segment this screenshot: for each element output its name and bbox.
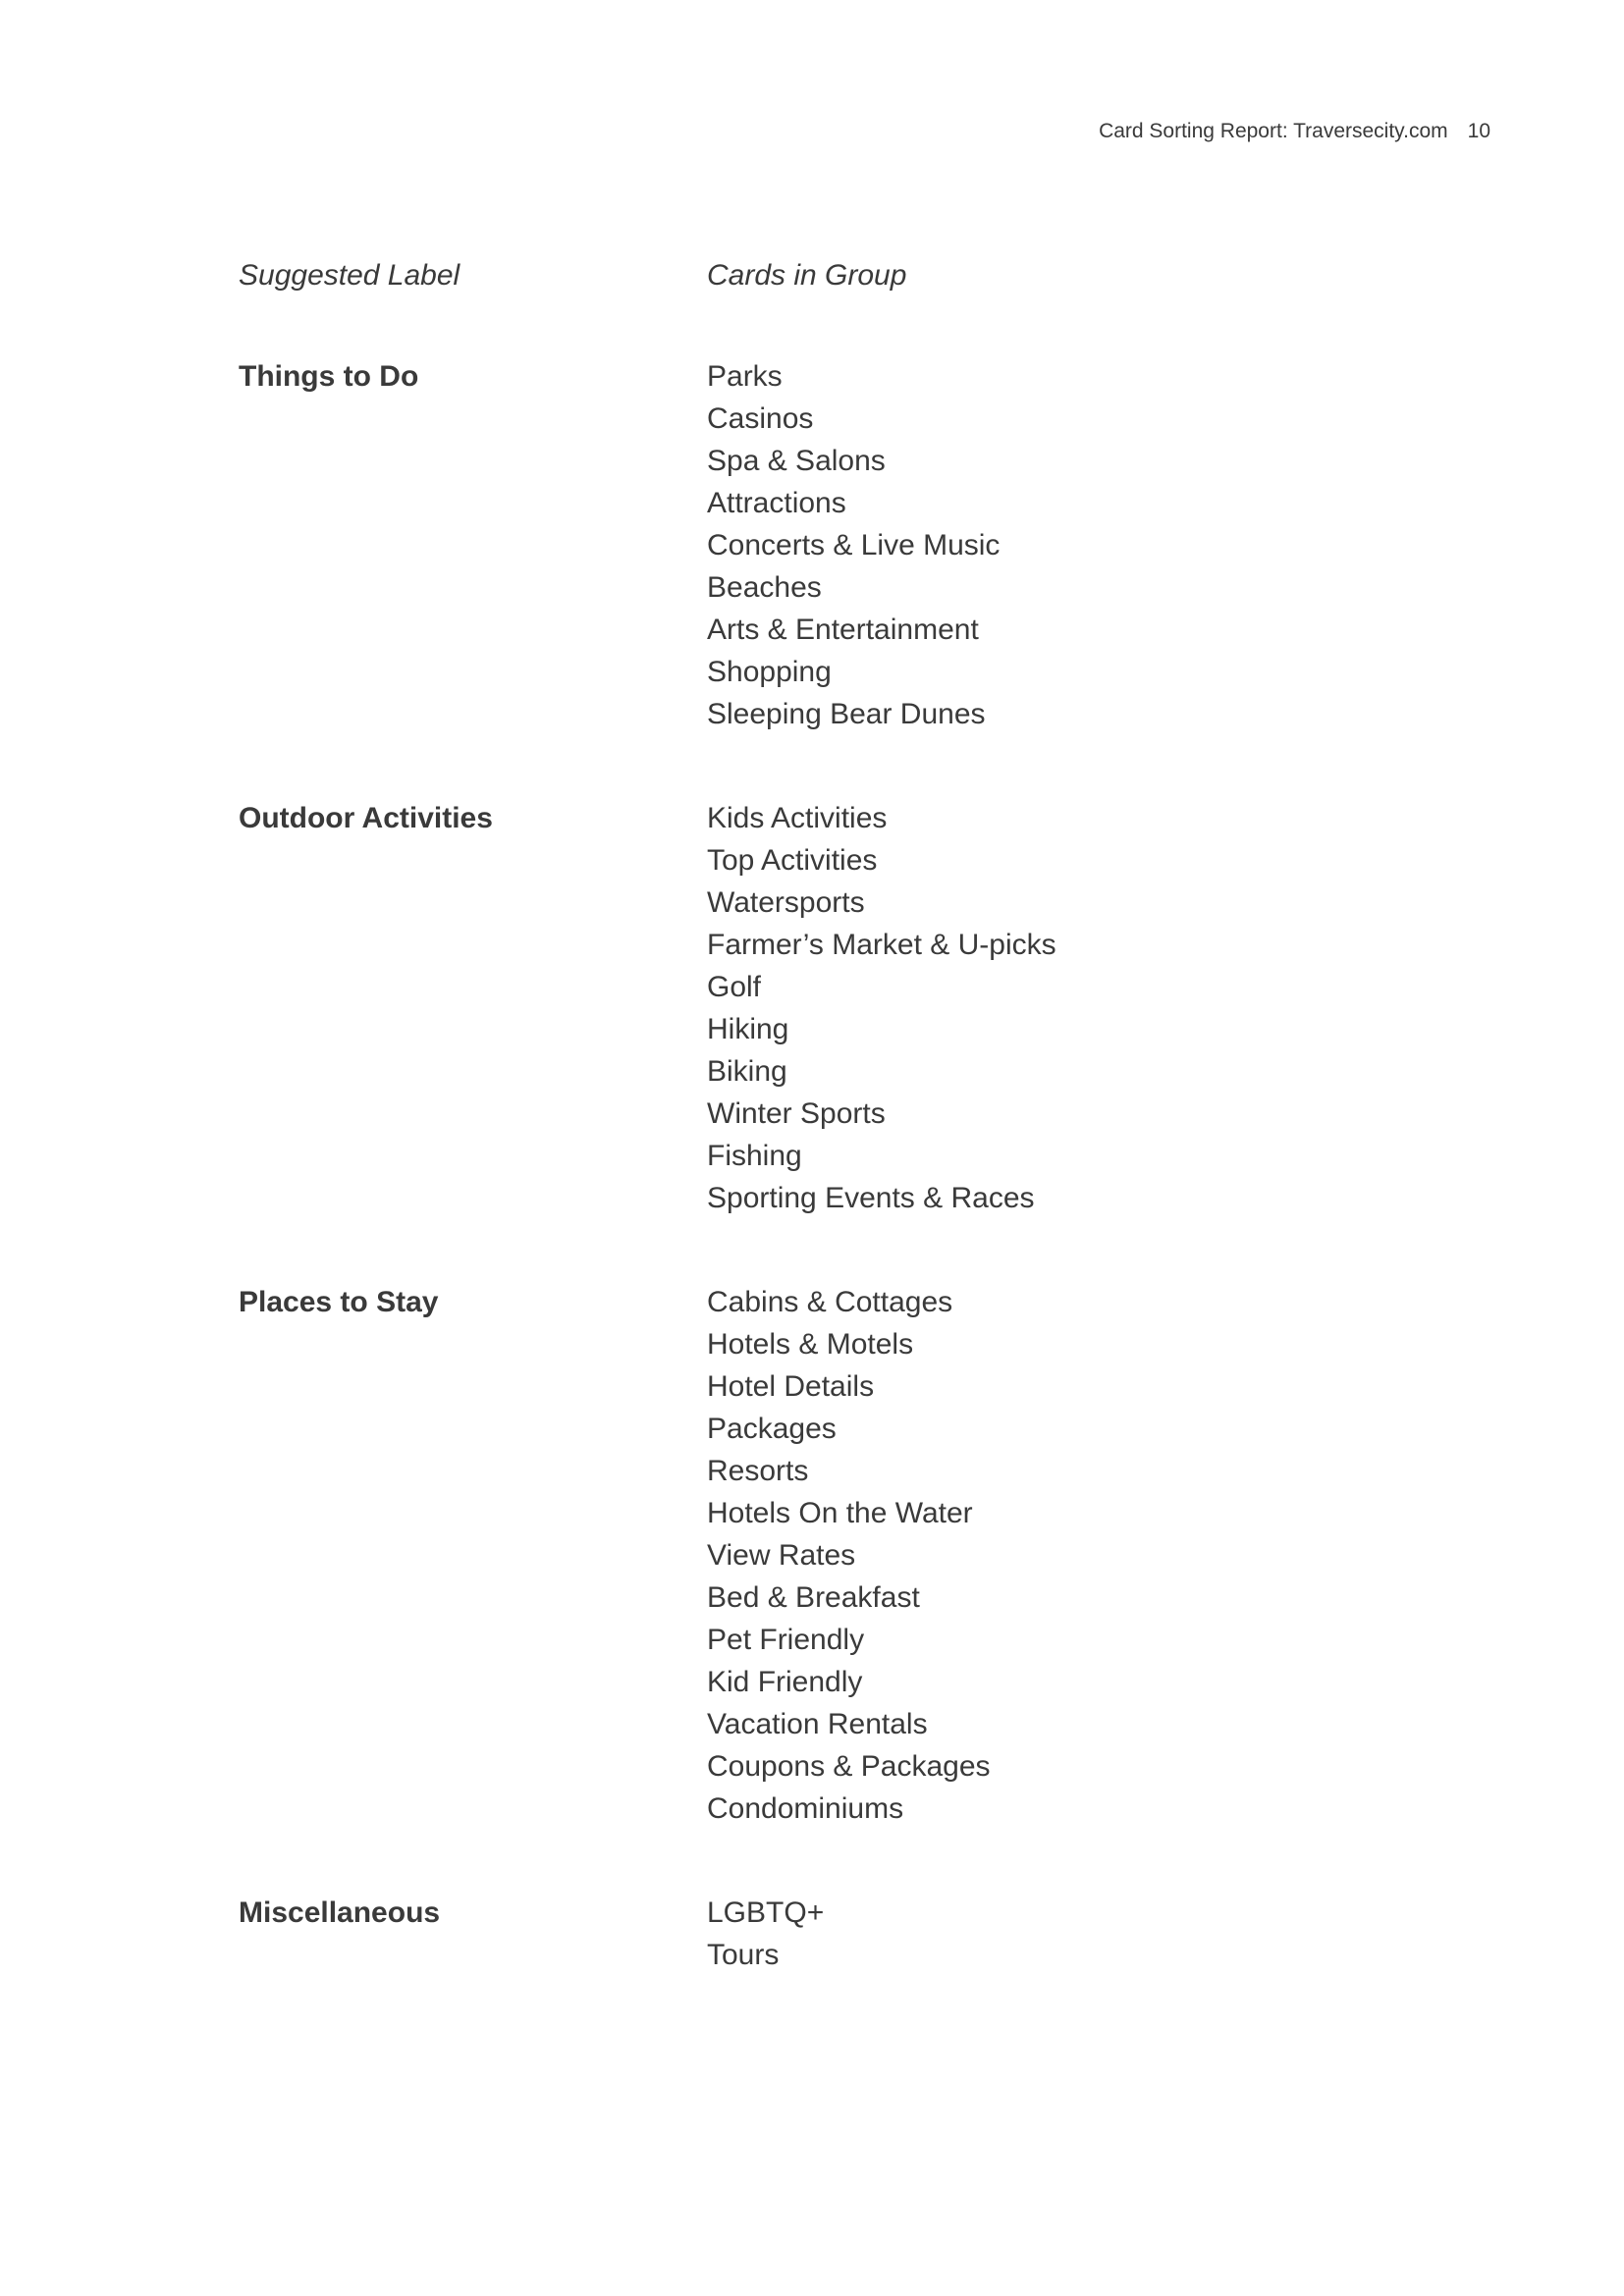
card-item: Kid Friendly: [707, 1666, 863, 1698]
card-item: Concerts & Live Music: [707, 529, 1001, 561]
group-row: [239, 1892, 1417, 1976]
card-item: Spa & Salons: [707, 445, 886, 477]
group-cards: [707, 1892, 1417, 1976]
group-list: [239, 355, 1417, 1976]
card-item: Sporting Events & Races: [707, 1182, 1035, 1214]
card-item: Resorts: [707, 1455, 809, 1487]
card-item: Golf: [707, 971, 762, 1003]
card-item: Pet Friendly: [707, 1624, 865, 1656]
card-item: Winter Sports: [707, 1097, 886, 1130]
card-item: Farmer’s Market & U-picks: [707, 929, 1056, 961]
card-item: Condominiums: [707, 1792, 904, 1825]
report-title: Card Sorting Report: Traversecity.com: [1099, 120, 1448, 142]
column-header-cards-in-group: Cards in Group: [707, 259, 907, 292]
card-list: [707, 797, 1417, 1219]
group-label: Outdoor Activities: [239, 802, 493, 834]
group-label: Miscellaneous: [239, 1896, 441, 1929]
card-item: Shopping: [707, 656, 832, 688]
running-header: [1099, 120, 1490, 143]
card-item: Sleeping Bear Dunes: [707, 698, 986, 730]
group-row: [239, 355, 1417, 735]
card-item: Vacation Rentals: [707, 1708, 928, 1740]
card-item: View Rates: [707, 1539, 856, 1572]
card-list: [707, 1892, 1417, 1976]
group-row: [239, 1281, 1417, 1830]
page-number: 10: [1467, 120, 1490, 142]
group-label: Places to Stay: [239, 1286, 439, 1318]
group-cards: [707, 355, 1417, 735]
card-item: Arts & Entertainment: [707, 614, 979, 646]
group-cards: [707, 1281, 1417, 1830]
card-item: Hotel Details: [707, 1370, 875, 1403]
card-item: Hotels & Motels: [707, 1328, 914, 1361]
card-item: Top Activities: [707, 844, 878, 877]
card-item: Packages: [707, 1413, 837, 1445]
card-item: Attractions: [707, 487, 846, 519]
group-cards: [707, 797, 1417, 1219]
card-item: LGBTQ+: [707, 1896, 825, 1929]
group-label: Things to Do: [239, 360, 419, 393]
card-list: [707, 1281, 1417, 1830]
card-item: Watersports: [707, 886, 865, 919]
card-item: Hiking: [707, 1013, 789, 1045]
card-item: Bed & Breakfast: [707, 1581, 920, 1614]
card-group-table: [239, 254, 1417, 2038]
card-list: [707, 355, 1417, 735]
card-item: Cabins & Cottages: [707, 1286, 953, 1318]
column-header-suggested-label: Suggested Label: [239, 259, 460, 292]
card-item: Tours: [707, 1939, 780, 1971]
card-item: Biking: [707, 1055, 787, 1088]
card-item: Hotels On the Water: [707, 1497, 973, 1529]
table-header-row: [239, 254, 1417, 296]
card-item: Parks: [707, 360, 783, 393]
card-item: Casinos: [707, 402, 814, 435]
card-item: Beaches: [707, 571, 822, 604]
card-item: Kids Activities: [707, 802, 888, 834]
card-item: Coupons & Packages: [707, 1750, 991, 1783]
card-item: Fishing: [707, 1140, 802, 1172]
group-row: [239, 797, 1417, 1219]
